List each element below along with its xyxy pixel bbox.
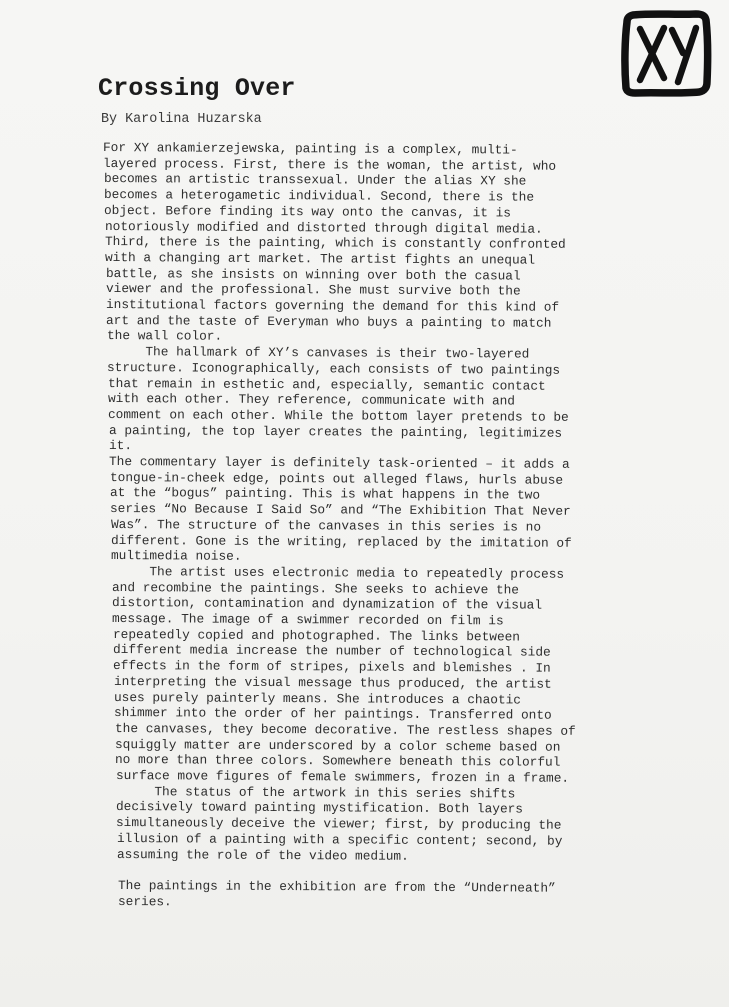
article-line: uses purely painterly means. She introduces a chaotic (113, 689, 521, 707)
article-line: series “No Because I Said So” and “The Exhibition That Never (110, 501, 571, 519)
article-line: a painting, the top layer creates the painting, legitimizes (108, 422, 562, 441)
article-line: object. Before finding its way onto the canvas, it is (104, 202, 512, 221)
article-line: shimmer into the order of her paintings. Transferred onto (114, 705, 553, 723)
article-line: art and the taste of Everyman who buys a painting to match (106, 312, 552, 331)
article-line: viewer and the professional. She must survive both the (105, 281, 521, 299)
article-line: becomes a heterogametic individual. Second, there is the (103, 187, 535, 205)
article-line: assuming the role of the video medium. (117, 846, 409, 864)
article-byline: By Karolina Huzarska (101, 112, 262, 127)
article-line: battle, as she insists on winning over both the casual (105, 265, 521, 284)
article-line: becomes an artistic transsexual. Under the alias XY she (103, 171, 527, 189)
article-line: notoriously modified and distorted through digital media. (104, 218, 543, 237)
article-line: surface move figures of female swimmers, frozen in a frame. (115, 768, 569, 786)
article-line: the canvases, they become decorative. The restless shapes of (114, 720, 576, 739)
article-line: and recombine the paintings. She seeks to achieve the (111, 579, 519, 598)
article-line: Third, there is the painting, which is constantly confronted (104, 234, 566, 253)
article-line: simultaneously deceive the viewer; first, by producing the (116, 815, 562, 833)
article-line: The artist uses electronic media to repeatedly process (111, 563, 565, 582)
article-line: message. The image of a swimmer recorded on film is (112, 611, 505, 629)
article-line: comment on each other. While the bottom layer pretends to be (108, 406, 570, 425)
article-line: different. Gone is the writing, replaced by the imitation of (110, 532, 572, 551)
article-line: interpreting the visual message thus produced, the artist (113, 673, 552, 692)
article-line: different media increase the number of technological side (112, 642, 551, 661)
article-line: multimedia noise. (111, 548, 242, 564)
article-line: repeatedly copied and photographed. The links between (112, 626, 520, 645)
article-line: The paintings in the exhibition are from the “Underneath” (117, 877, 556, 896)
article-line: structure. Iconographically, each consists of two paintings (107, 359, 561, 378)
article-line: Was”. The structure of the canvases in this series is no (110, 516, 541, 535)
article-line: with each other. They reference, communicate with and (107, 391, 516, 409)
article-title: Crossing Over (98, 74, 296, 103)
article-line: it. (108, 438, 133, 454)
article-line: series. (117, 893, 172, 909)
article-line: The status of the artwork in this series shifts (115, 783, 516, 802)
article-line: layered process. First, there is the woman, the artist, who (103, 155, 557, 174)
article-line: institutional factors governing the demand for this kind of (106, 297, 560, 315)
article-line: squiggly matter are underscored by a color scheme based on (114, 736, 561, 755)
article-line: For XY ankamierzejewska, painting is a complex, multi- (102, 140, 518, 158)
article-line: that remain in esthetic and, especially, semantic contact (107, 375, 546, 394)
article-line: decisively toward painting mystification. Both layers (116, 799, 524, 817)
article-line: effects in the form of stripes, pixels and blemishes . In (113, 658, 552, 676)
article-line: with a changing art market. The artist fights an unequal (105, 249, 536, 268)
article-line: no more than three colors. Somewhere beneath this colorful (115, 752, 561, 771)
article-line: at the “bogus” painting. This is what happens in the two (109, 485, 540, 504)
article-line: The commentary layer is definitely task-oriented – it adds a (109, 454, 571, 472)
article-line: distortion, contamination and dynamization of the visual (112, 595, 543, 613)
article-line: the wall color. (106, 328, 222, 345)
article-line: tongue-in-cheek edge, points out alleged flaws, hurls abuse (109, 469, 563, 488)
article-line: illusion of a painting with a specific content; second, by (116, 830, 563, 849)
article-line: The hallmark of XY’s canvases is their two-layered (107, 344, 530, 362)
xy-logo (617, 8, 713, 100)
